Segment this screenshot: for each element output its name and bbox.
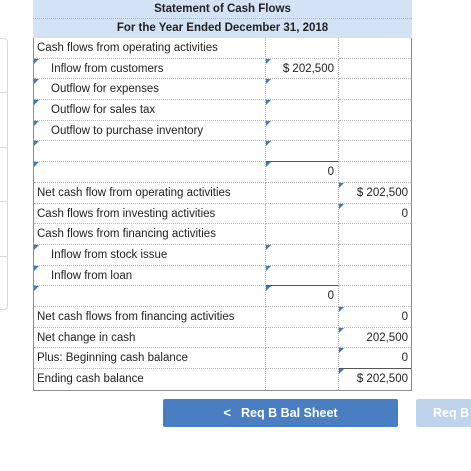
statement-row <box>34 266 411 287</box>
row-label-cell[interactable] <box>34 141 266 162</box>
statement-row <box>34 328 411 349</box>
statement-row <box>34 204 411 225</box>
total-cell[interactable] <box>339 224 411 245</box>
total-cell[interactable] <box>339 183 411 204</box>
amount-cell[interactable] <box>266 162 339 183</box>
total-cell[interactable] <box>339 100 411 121</box>
amount-cell[interactable] <box>266 245 339 266</box>
input-marker-icon <box>34 141 39 146</box>
cell-text: 0 <box>327 290 334 303</box>
input-marker-icon <box>34 121 39 126</box>
amount-cell[interactable] <box>266 204 339 225</box>
cell-text: Cash flows from financing activities <box>37 228 216 241</box>
row-label-cell[interactable] <box>34 286 266 307</box>
statement-row <box>34 348 411 369</box>
input-marker-icon <box>266 59 271 64</box>
statement-row <box>34 162 411 183</box>
cell-text: Net cash flow from operating activities <box>37 186 231 199</box>
cell-text: 0 <box>401 352 408 365</box>
input-marker-icon <box>339 307 344 312</box>
row-label-cell[interactable] <box>34 369 266 390</box>
amount-cell[interactable] <box>266 328 339 349</box>
cell-text: $ 202,500 <box>356 186 408 199</box>
input-marker-icon <box>266 162 271 167</box>
row-label-cell[interactable] <box>34 162 266 183</box>
amount-cell[interactable] <box>266 183 339 204</box>
input-marker-icon <box>339 204 344 209</box>
total-cell[interactable] <box>339 286 411 307</box>
amount-cell[interactable] <box>266 369 339 390</box>
statement-row <box>34 141 411 162</box>
statement-row <box>34 121 411 142</box>
row-label-cell[interactable] <box>34 204 266 225</box>
amount-cell[interactable] <box>266 348 339 369</box>
cell-text: 0 <box>327 166 334 179</box>
row-label-cell[interactable] <box>34 100 266 121</box>
row-label-cell[interactable] <box>34 328 266 349</box>
input-marker-icon <box>34 100 39 105</box>
cell-text: 202,500 <box>366 331 408 344</box>
total-cell[interactable] <box>339 328 411 349</box>
statement-title: Statement of Cash Flows <box>33 0 412 19</box>
cell-text: 0 <box>401 310 408 323</box>
amount-cell[interactable] <box>266 100 339 121</box>
statement-row <box>34 100 411 121</box>
amount-cell[interactable] <box>266 224 339 245</box>
cell-text: Ending cash balance <box>37 373 144 385</box>
statement-row <box>34 245 411 266</box>
cell-text: Outflow to purchase inventory <box>51 124 204 137</box>
input-marker-icon <box>266 286 271 291</box>
chevron-left-icon: < <box>223 405 232 420</box>
cell-text: 0 <box>401 207 408 220</box>
amount-cell[interactable] <box>266 38 339 59</box>
row-label-cell[interactable] <box>34 348 266 369</box>
statement-row <box>34 224 411 245</box>
cash-flow-statement <box>33 0 412 391</box>
statement-row <box>34 38 411 59</box>
amount-cell[interactable] <box>266 286 339 307</box>
total-cell[interactable] <box>339 266 411 287</box>
row-label-cell[interactable] <box>34 245 266 266</box>
input-marker-icon <box>339 348 344 353</box>
amount-cell[interactable] <box>266 141 339 162</box>
next-req-b-button[interactable] <box>416 399 471 427</box>
total-cell[interactable] <box>339 162 411 183</box>
total-cell[interactable] <box>339 121 411 142</box>
row-label-cell[interactable] <box>34 183 266 204</box>
cell-text: Net cash flows from financing activities <box>37 310 235 323</box>
row-label-cell[interactable] <box>34 266 266 287</box>
row-label-cell[interactable] <box>34 38 266 59</box>
total-cell[interactable] <box>339 38 411 59</box>
cell-text: Cash flows from operating activities <box>37 42 218 54</box>
total-cell[interactable] <box>339 204 411 225</box>
total-cell[interactable] <box>339 245 411 266</box>
panel-divider <box>0 147 7 148</box>
cell-text: Inflow from loan <box>51 269 133 282</box>
total-cell[interactable] <box>339 307 411 328</box>
amount-cell[interactable] <box>266 59 339 80</box>
statement-row <box>34 59 411 80</box>
input-marker-icon <box>339 183 344 188</box>
input-marker-icon <box>266 79 271 84</box>
input-marker-icon <box>266 141 271 146</box>
cell-text: $ 202,500 <box>282 62 334 75</box>
input-marker-icon <box>266 100 271 105</box>
cell-text: Net change in cash <box>37 331 136 344</box>
panel-divider <box>0 92 7 93</box>
cell-text: Outflow for sales tax <box>51 104 156 117</box>
statement-row <box>34 369 411 390</box>
cell-text: Plus: Beginning cash balance <box>37 352 188 365</box>
statement-row <box>34 183 411 204</box>
input-marker-icon <box>339 369 344 374</box>
input-marker-icon <box>34 286 39 291</box>
input-marker-icon <box>34 266 39 271</box>
row-label-cell[interactable] <box>34 59 266 80</box>
cell-text: Cash flows from investing activities <box>37 207 216 220</box>
left-side-panel <box>0 38 8 310</box>
amount-cell[interactable] <box>266 266 339 287</box>
row-label-cell[interactable] <box>34 121 266 142</box>
row-label-cell[interactable] <box>34 79 266 100</box>
total-cell[interactable] <box>339 348 411 369</box>
total-cell[interactable] <box>339 79 411 100</box>
prev-button-label: Req B Bal Sheet <box>241 406 338 420</box>
row-label-cell[interactable] <box>34 307 266 328</box>
cell-text: $ 202,500 <box>356 373 408 385</box>
cell-text: Outflow for expenses <box>51 83 160 96</box>
total-cell[interactable] <box>339 141 411 162</box>
total-cell[interactable] <box>339 59 411 80</box>
input-marker-icon <box>339 328 344 333</box>
statement-grid <box>33 38 412 391</box>
input-marker-icon <box>34 162 39 167</box>
amount-cell[interactable] <box>266 121 339 142</box>
statement-row <box>34 307 411 328</box>
cell-text: Inflow from customers <box>51 62 164 75</box>
prev-req-b-bal-sheet-button[interactable] <box>163 399 398 427</box>
input-marker-icon <box>266 245 271 250</box>
row-label-cell[interactable] <box>34 224 266 245</box>
panel-divider <box>0 201 7 202</box>
input-marker-icon <box>34 245 39 250</box>
cell-text: Inflow from stock issue <box>51 248 168 261</box>
total-cell[interactable] <box>339 369 411 390</box>
amount-cell[interactable] <box>266 307 339 328</box>
amount-cell[interactable] <box>266 79 339 100</box>
input-marker-icon <box>34 79 39 84</box>
next-button-label: Req B <box>433 406 470 420</box>
statement-row <box>34 79 411 100</box>
statement-period: For the Year Ended December 31, 2018 <box>33 19 412 38</box>
statement-row <box>34 286 411 307</box>
input-marker-icon <box>266 266 271 271</box>
input-marker-icon <box>266 121 271 126</box>
input-marker-icon <box>34 59 39 64</box>
panel-divider <box>0 256 7 257</box>
